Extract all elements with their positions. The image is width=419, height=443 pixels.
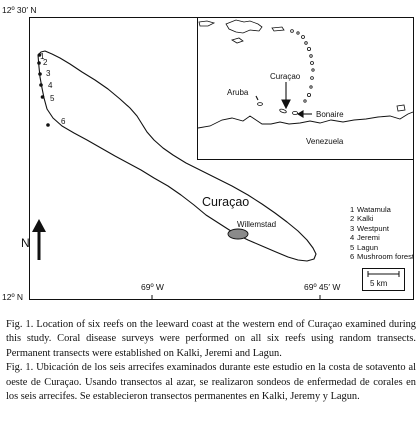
legend-site-name: Lagun xyxy=(357,242,379,252)
inset-venezuela-label: Venezuela xyxy=(306,137,344,146)
inset-bonaire xyxy=(293,111,298,114)
legend-number: 6 xyxy=(350,252,355,262)
inset-puerto-rico xyxy=(272,27,284,31)
site-legend xyxy=(350,205,414,261)
inset-map xyxy=(198,18,414,160)
legend-item xyxy=(350,224,414,233)
legend-item xyxy=(350,214,414,223)
site-number-2: 2 xyxy=(43,58,48,67)
inset-aruba xyxy=(258,103,263,106)
site-dot-6 xyxy=(46,123,50,127)
legend-number: 4 xyxy=(350,233,355,243)
site-number-5: 5 xyxy=(50,94,55,103)
caption-spanish: Fig. 1. Ubicación de los seis arrecifes examinados durante este estudio en la costa de sotavento al oeste de Curaçao. Usando transectos al azar, se realizaron sondeos de enfermedad de corales en los seis arrecifes. Se establecieron transectos permanentes en Kalki, Jeremy y Lagun. xyxy=(6,362,416,403)
figure-caption xyxy=(6,318,416,404)
north-label: N xyxy=(21,236,30,250)
longitude-right-label: 69º 45′ W xyxy=(304,282,341,292)
site-number-6: 6 xyxy=(61,117,66,126)
legend-site-name: Mushroom forest xyxy=(357,252,414,262)
longitude-left-label: 69º W xyxy=(141,282,164,292)
site-dot-5 xyxy=(41,95,45,99)
legend-item xyxy=(350,252,414,261)
legend-site-name: Kalki xyxy=(357,214,374,224)
inset-curacao-label: Curaçao xyxy=(270,72,301,81)
legend-number: 1 xyxy=(350,205,355,214)
inset-bonaire-label: Bonaire xyxy=(316,110,344,119)
inset-trinidad xyxy=(397,105,405,111)
legend-site-name: Watamula xyxy=(357,205,391,214)
scale-label: 5 km xyxy=(370,279,388,288)
latitude-bottom-label: 12º N xyxy=(2,292,24,302)
legend-number: 5 xyxy=(350,242,355,252)
legend-number: 3 xyxy=(350,223,355,233)
site-number-1: 1 xyxy=(40,52,45,61)
legend-item xyxy=(350,243,414,252)
frame-ticks xyxy=(152,295,320,299)
site-number-3: 3 xyxy=(46,69,51,78)
legend-item xyxy=(350,233,414,242)
legend-number: 2 xyxy=(350,214,355,224)
latitude-top-label: 12º 30′ N xyxy=(2,5,37,15)
caption-english: Fig. 1. Location of six reefs on the leeward coast at the western end of Curaçao examined during this study. Coral disease surveys were performed on all six reefs using random transects. Permanent transects were established on Kalki, Jeremi and Lagun. xyxy=(6,319,416,359)
site-dot-3 xyxy=(38,72,42,76)
site-number-4: 4 xyxy=(48,81,53,90)
city-label: Willemstad xyxy=(237,220,277,229)
island-label: Curaçao xyxy=(202,195,250,209)
north-arrow-icon xyxy=(32,219,46,260)
willemstad-bay xyxy=(228,229,248,239)
legend-site-name: Jeremi xyxy=(357,233,380,243)
legend-site-name: Westpunt xyxy=(357,223,389,233)
site-dot-4 xyxy=(39,83,43,87)
inset-aruba-label: Aruba xyxy=(227,88,249,97)
legend-item xyxy=(350,205,414,214)
site-dot-2 xyxy=(37,61,41,65)
